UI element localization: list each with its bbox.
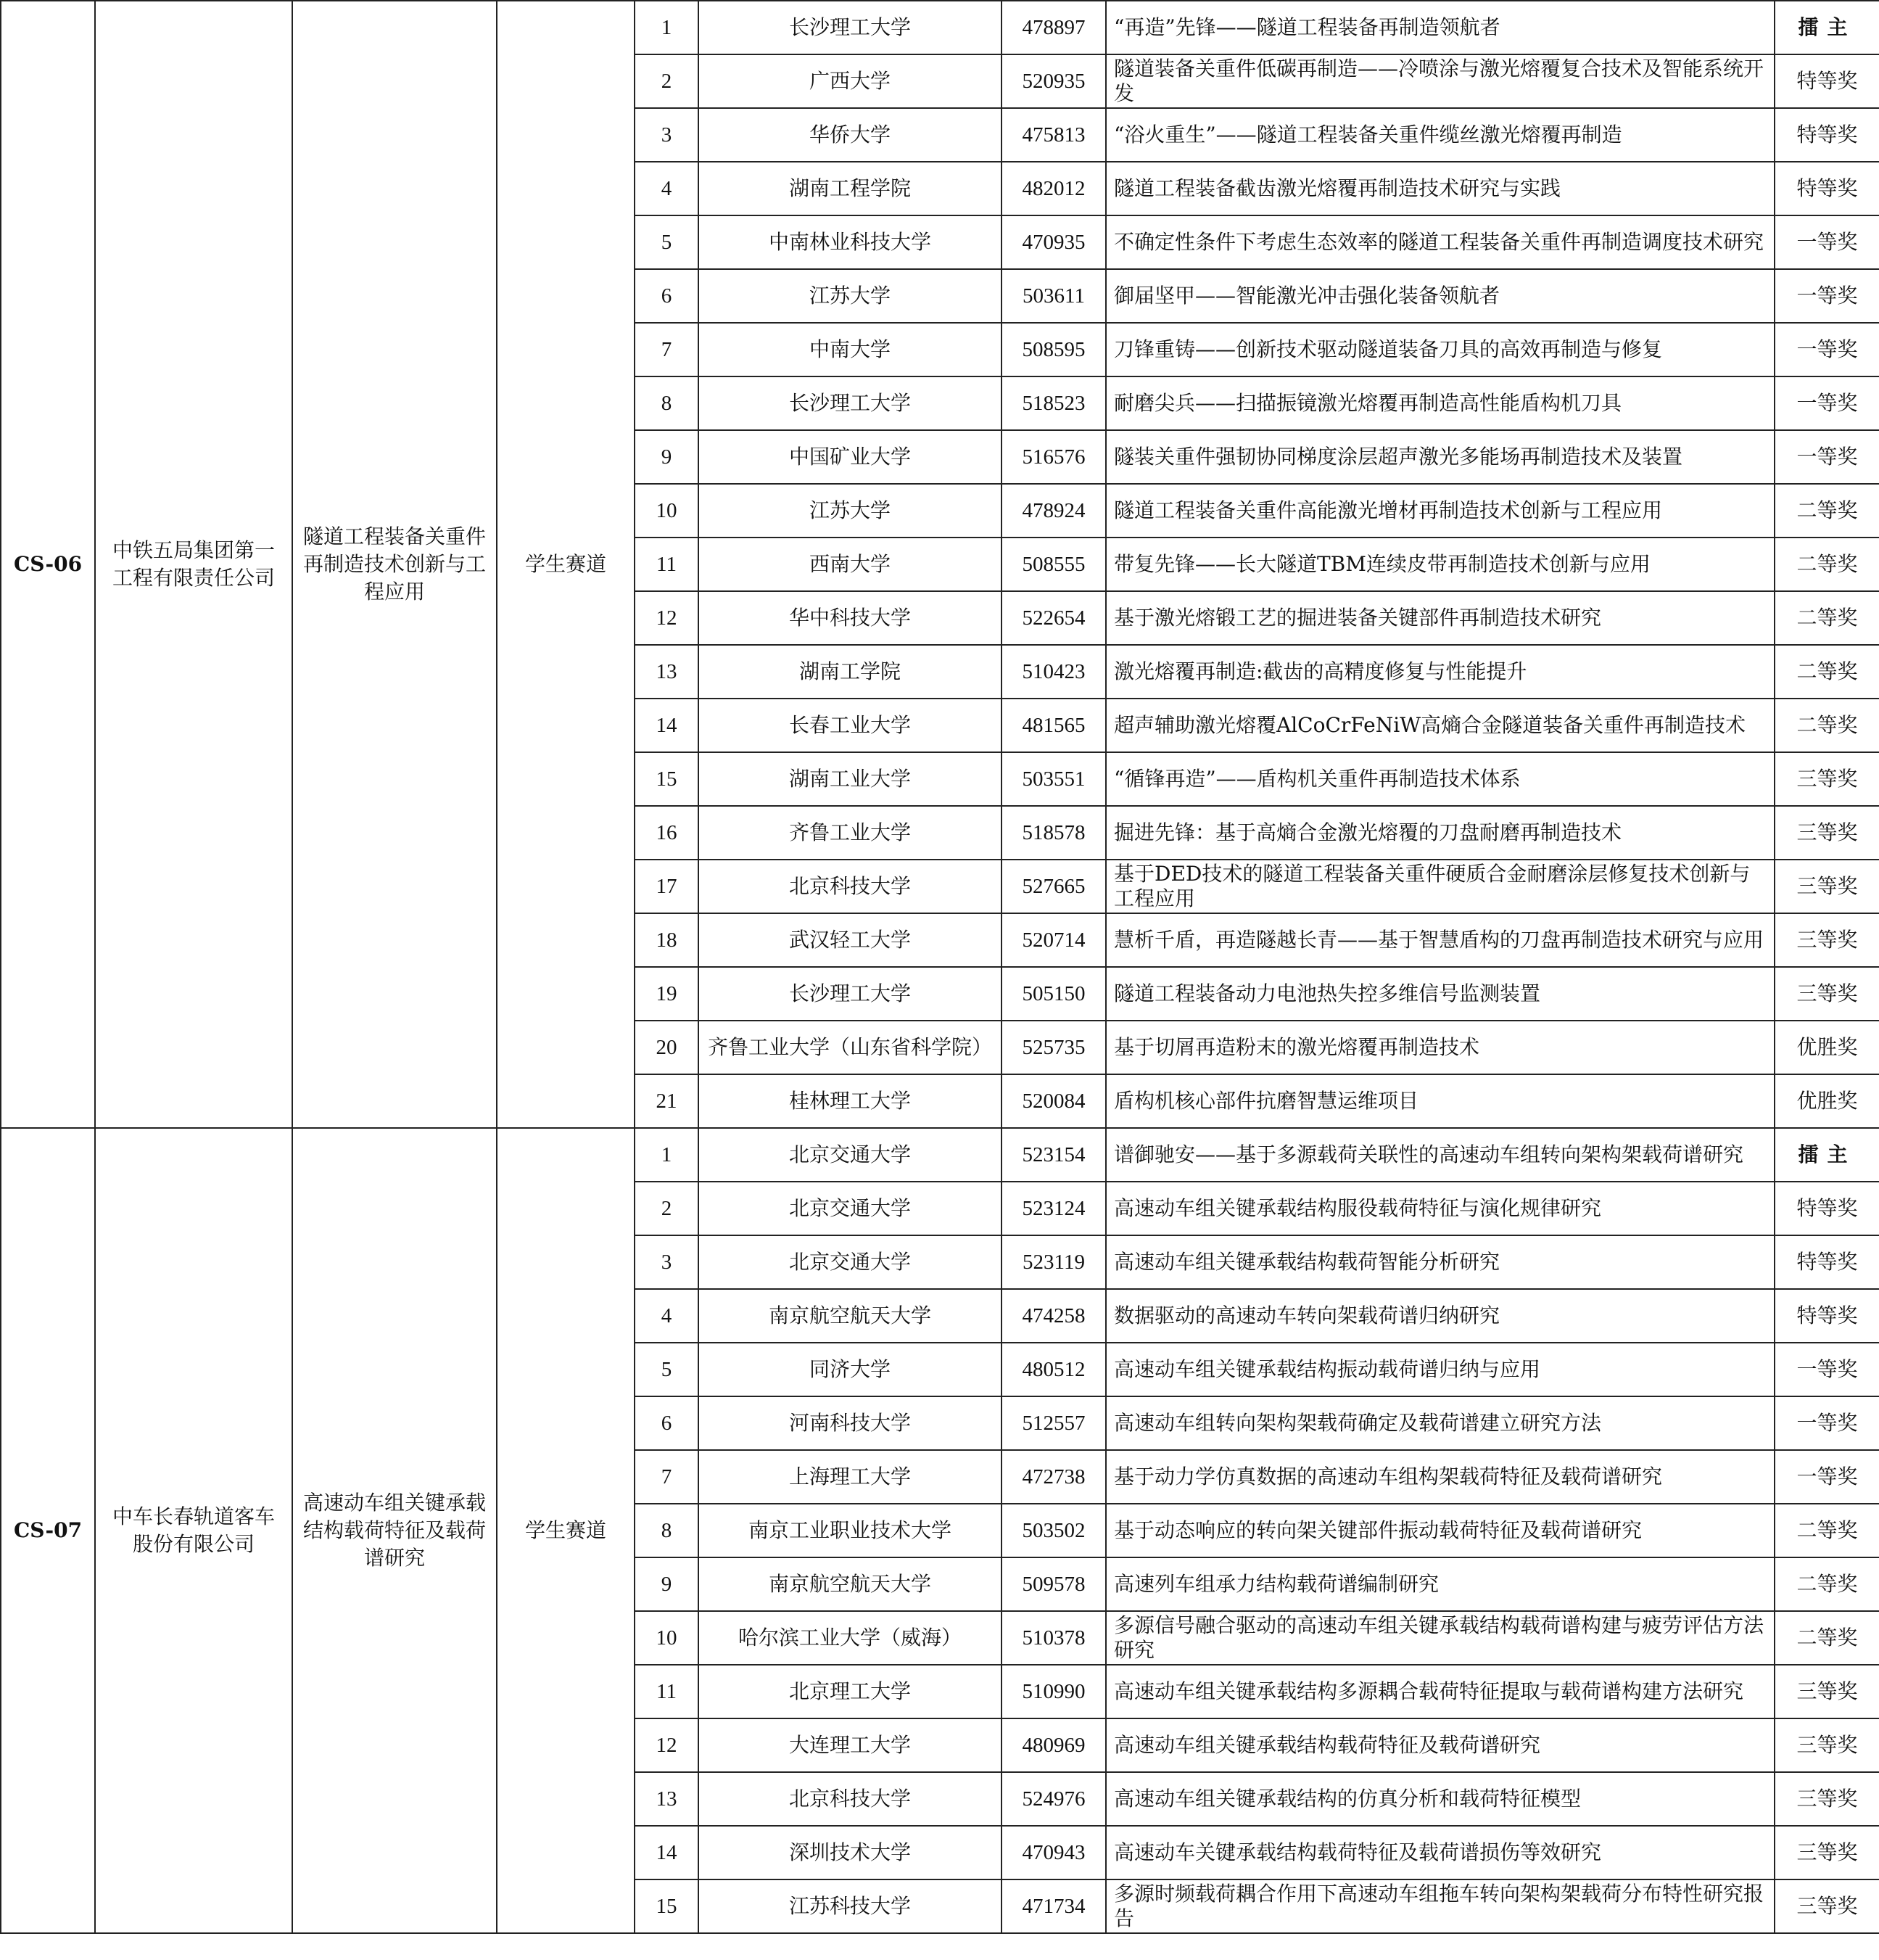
school-name: 北京科技大学 [698,1772,1002,1826]
project-id: 470935 [1002,215,1106,269]
project-id: 516576 [1002,430,1106,484]
award-level: 三等奖 [1775,913,1879,967]
row-number: 16 [635,806,698,860]
challenge-topic: 高速动车组关键承载结构载荷特征及载荷谱研究 [292,1128,497,1933]
row-number: 14 [635,699,698,752]
school-name: 同济大学 [698,1343,1002,1396]
school-name: 北京交通大学 [698,1128,1002,1182]
award-level: 擂主 [1775,1128,1879,1182]
project-id: 481565 [1002,699,1106,752]
project-id: 478924 [1002,484,1106,538]
project-id: 472738 [1002,1450,1106,1504]
row-number: 3 [635,108,698,162]
project-id: 512557 [1002,1396,1106,1450]
company-name: 中铁五局集团第一工程有限责任公司 [95,1,292,1128]
row-number: 12 [635,591,698,645]
school-name: 上海理工大学 [698,1450,1002,1504]
school-name: 中南林业科技大学 [698,215,1002,269]
row-number: 11 [635,538,698,591]
row-number: 14 [635,1826,698,1879]
school-name: 北京科技大学 [698,860,1002,913]
row-number: 7 [635,1450,698,1504]
row-number: 15 [635,1879,698,1933]
project-title: 隧道装备关重件低碳再制造——冷喷涂与激光熔覆复合技术及智能系统开发 [1106,54,1775,108]
award-level: 特等奖 [1775,162,1879,215]
project-id: 474258 [1002,1289,1106,1343]
award-level: 一等奖 [1775,430,1879,484]
project-id: 520714 [1002,913,1106,967]
project-id: 524976 [1002,1772,1106,1826]
project-id: 508595 [1002,323,1106,376]
table-row [1,1128,1879,1182]
project-title: 基于动态响应的转向架关键部件振动载荷特征及载荷谱研究 [1106,1504,1775,1557]
award-level: 一等奖 [1775,1450,1879,1504]
award-level: 三等奖 [1775,806,1879,860]
school-name: 湖南工业大学 [698,752,1002,806]
project-id: 527665 [1002,860,1106,913]
project-title: 高速动车组转向架构架载荷确定及载荷谱建立研究方法 [1106,1396,1775,1450]
row-number: 2 [635,54,698,108]
project-title: 隧道工程装备截齿激光熔覆再制造技术研究与实践 [1106,162,1775,215]
school-name: 南京航空航天大学 [698,1289,1002,1343]
project-id: 503611 [1002,269,1106,323]
award-level: 三等奖 [1775,860,1879,913]
row-number: 17 [635,860,698,913]
row-number: 19 [635,967,698,1021]
project-id: 471734 [1002,1879,1106,1933]
award-level: 特等奖 [1775,54,1879,108]
project-id: 508555 [1002,538,1106,591]
project-title: 不确定性条件下考虑生态效率的隧道工程装备关重件再制造调度技术研究 [1106,215,1775,269]
project-id: 523154 [1002,1128,1106,1182]
table-body [1,1,1879,1933]
table-row [1,1,1879,54]
row-number: 13 [635,645,698,699]
project-title: 耐磨尖兵——扫描振镜激光熔覆再制造高性能盾构机刀具 [1106,376,1775,430]
competition-code: CS-07 [1,1128,95,1933]
award-level: 特等奖 [1775,1289,1879,1343]
school-name: 长沙理工大学 [698,967,1002,1021]
company-name: 中车长春轨道客车股份有限公司 [95,1128,292,1933]
project-title: 御届坚甲——智能激光冲击强化装备领航者 [1106,269,1775,323]
project-title: 高速列车组承力结构载荷谱编制研究 [1106,1557,1775,1611]
project-title: 多源信号融合驱动的高速动车组关键承载结构载荷谱构建与疲劳评估方法研究 [1106,1611,1775,1665]
project-title: 带复先锋——长大隧道TBM连续皮带再制造技术创新与应用 [1106,538,1775,591]
row-number: 3 [635,1235,698,1289]
row-number: 6 [635,269,698,323]
project-id: 522654 [1002,591,1106,645]
competition-code: CS-06 [1,1,95,1128]
row-number: 11 [635,1665,698,1718]
school-name: 湖南工学院 [698,645,1002,699]
school-name: 华侨大学 [698,108,1002,162]
row-number: 2 [635,1182,698,1235]
award-level: 三等奖 [1775,1718,1879,1772]
school-name: 深圳技术大学 [698,1826,1002,1879]
project-title: 刀锋重铸——创新技术驱动隧道装备刀具的高效再制造与修复 [1106,323,1775,376]
project-id: 510378 [1002,1611,1106,1665]
project-title: 基于动力学仿真数据的高速动车组构架载荷特征及载荷谱研究 [1106,1450,1775,1504]
school-name: 长春工业大学 [698,699,1002,752]
project-id: 520084 [1002,1074,1106,1128]
school-name: 中国矿业大学 [698,430,1002,484]
project-id: 503502 [1002,1504,1106,1557]
project-title: 盾构机核心部件抗磨智慧运维项目 [1106,1074,1775,1128]
track-name: 学生赛道 [497,1128,635,1933]
project-title: 隧装关重件强韧协同梯度涂层超声激光多能场再制造技术及装置 [1106,430,1775,484]
school-name: 湖南工程学院 [698,162,1002,215]
row-number: 4 [635,1289,698,1343]
project-title: “浴火重生”——隧道工程装备关重件缆丝激光熔覆再制造 [1106,108,1775,162]
project-title: 隧道工程装备关重件高能激光增材再制造技术创新与工程应用 [1106,484,1775,538]
award-level: 二等奖 [1775,484,1879,538]
project-id: 510990 [1002,1665,1106,1718]
award-level: 三等奖 [1775,967,1879,1021]
project-id: 518578 [1002,806,1106,860]
project-title: 基于切屑再造粉末的激光熔覆再制造技术 [1106,1021,1775,1074]
challenge-topic: 隧道工程装备关重件再制造技术创新与工程应用 [292,1,497,1128]
award-level: 二等奖 [1775,699,1879,752]
award-level: 特等奖 [1775,108,1879,162]
row-number: 7 [635,323,698,376]
award-level: 一等奖 [1775,1396,1879,1450]
project-title: 数据驱动的高速动车转向架载荷谱归纳研究 [1106,1289,1775,1343]
row-number: 1 [635,1,698,54]
award-level: 特等奖 [1775,1182,1879,1235]
row-number: 15 [635,752,698,806]
school-name: 武汉轻工大学 [698,913,1002,967]
project-id: 518523 [1002,376,1106,430]
school-name: 中南大学 [698,323,1002,376]
school-name: 江苏大学 [698,484,1002,538]
row-number: 10 [635,1611,698,1665]
project-id: 482012 [1002,162,1106,215]
project-title: 高速动车关键承载结构载荷特征及载荷谱损伤等效研究 [1106,1826,1775,1879]
school-name: 河南科技大学 [698,1396,1002,1450]
project-title: 高速动车组关键承载结构载荷特征及载荷谱研究 [1106,1718,1775,1772]
row-number: 21 [635,1074,698,1128]
award-level: 优胜奖 [1775,1074,1879,1128]
project-title: 谱御驰安——基于多源载荷关联性的高速动车组转向架构架载荷谱研究 [1106,1128,1775,1182]
school-name: 西南大学 [698,538,1002,591]
row-number: 12 [635,1718,698,1772]
award-level: 二等奖 [1775,645,1879,699]
track-name: 学生赛道 [497,1,635,1128]
row-number: 18 [635,913,698,967]
project-id: 523124 [1002,1182,1106,1235]
award-level: 特等奖 [1775,1235,1879,1289]
row-number: 5 [635,215,698,269]
row-number: 20 [635,1021,698,1074]
row-number: 9 [635,430,698,484]
school-name: 齐鲁工业大学（山东省科学院） [698,1021,1002,1074]
project-title: 激光熔覆再制造:截齿的高精度修复与性能提升 [1106,645,1775,699]
project-title: 多源时频载荷耦合作用下高速动车组拖车转向架构架载荷分布特性研究报告 [1106,1879,1775,1933]
school-name: 大连理工大学 [698,1718,1002,1772]
row-number: 13 [635,1772,698,1826]
project-title: 高速动车组关键承载结构的仿真分析和载荷特征模型 [1106,1772,1775,1826]
school-name: 长沙理工大学 [698,1,1002,54]
project-id: 470943 [1002,1826,1106,1879]
award-level: 二等奖 [1775,1557,1879,1611]
row-number: 5 [635,1343,698,1396]
row-number: 10 [635,484,698,538]
award-level: 二等奖 [1775,1611,1879,1665]
award-level: 三等奖 [1775,1826,1879,1879]
row-number: 8 [635,1504,698,1557]
project-title: 高速动车组关键承载结构振动载荷谱归纳与应用 [1106,1343,1775,1396]
school-name: 江苏科技大学 [698,1879,1002,1933]
award-level: 三等奖 [1775,752,1879,806]
project-title: 掘进先锋：基于高熵合金激光熔覆的刀盘耐磨再制造技术 [1106,806,1775,860]
school-name: 广西大学 [698,54,1002,108]
row-number: 9 [635,1557,698,1611]
award-level: 二等奖 [1775,538,1879,591]
project-id: 523119 [1002,1235,1106,1289]
project-id: 510423 [1002,645,1106,699]
award-level: 一等奖 [1775,323,1879,376]
school-name: 哈尔滨工业大学（威海） [698,1611,1002,1665]
award-level: 擂主 [1775,1,1879,54]
row-number: 6 [635,1396,698,1450]
project-title: 基于激光熔锻工艺的掘进装备关键部件再制造技术研究 [1106,591,1775,645]
award-level: 一等奖 [1775,1343,1879,1396]
project-id: 509578 [1002,1557,1106,1611]
award-level: 三等奖 [1775,1665,1879,1718]
school-name: 北京交通大学 [698,1235,1002,1289]
project-id: 520935 [1002,54,1106,108]
school-name: 长沙理工大学 [698,376,1002,430]
project-id: 525735 [1002,1021,1106,1074]
award-level: 三等奖 [1775,1879,1879,1933]
award-level: 一等奖 [1775,269,1879,323]
school-name: 桂林理工大学 [698,1074,1002,1128]
school-name: 南京航空航天大学 [698,1557,1002,1611]
row-number: 8 [635,376,698,430]
project-id: 478897 [1002,1,1106,54]
school-name: 北京理工大学 [698,1665,1002,1718]
school-name: 南京工业职业技术大学 [698,1504,1002,1557]
school-name: 齐鲁工业大学 [698,806,1002,860]
project-title: 基于DED技术的隧道工程装备关重件硬质合金耐磨涂层修复技术创新与工程应用 [1106,860,1775,913]
project-title: 隧道工程装备动力电池热失控多维信号监测装置 [1106,967,1775,1021]
project-id: 475813 [1002,108,1106,162]
row-number: 1 [635,1128,698,1182]
award-level: 二等奖 [1775,591,1879,645]
school-name: 江苏大学 [698,269,1002,323]
project-title: “循锋再造”——盾构机关重件再制造技术体系 [1106,752,1775,806]
project-title: 高速动车组关键承载结构载荷智能分析研究 [1106,1235,1775,1289]
award-level: 优胜奖 [1775,1021,1879,1074]
school-name: 华中科技大学 [698,591,1002,645]
project-id: 480512 [1002,1343,1106,1396]
row-number: 4 [635,162,698,215]
project-id: 505150 [1002,967,1106,1021]
award-level: 二等奖 [1775,1504,1879,1557]
award-level: 一等奖 [1775,215,1879,269]
award-level: 一等奖 [1775,376,1879,430]
project-title: 慧析千盾，再造隧越长青——基于智慧盾构的刀盘再制造技术研究与应用 [1106,913,1775,967]
project-id: 503551 [1002,752,1106,806]
project-title: 高速动车组关键承载结构服役载荷特征与演化规律研究 [1106,1182,1775,1235]
project-title: 超声辅助激光熔覆AlCoCrFeNiW高熵合金隧道装备关重件再制造技术 [1106,699,1775,752]
award-level: 三等奖 [1775,1772,1879,1826]
project-title: 高速动车组关键承载结构多源耦合载荷特征提取与载荷谱构建方法研究 [1106,1665,1775,1718]
project-title: “再造”先锋——隧道工程装备再制造领航者 [1106,1,1775,54]
school-name: 北京交通大学 [698,1182,1002,1235]
project-id: 480969 [1002,1718,1106,1772]
